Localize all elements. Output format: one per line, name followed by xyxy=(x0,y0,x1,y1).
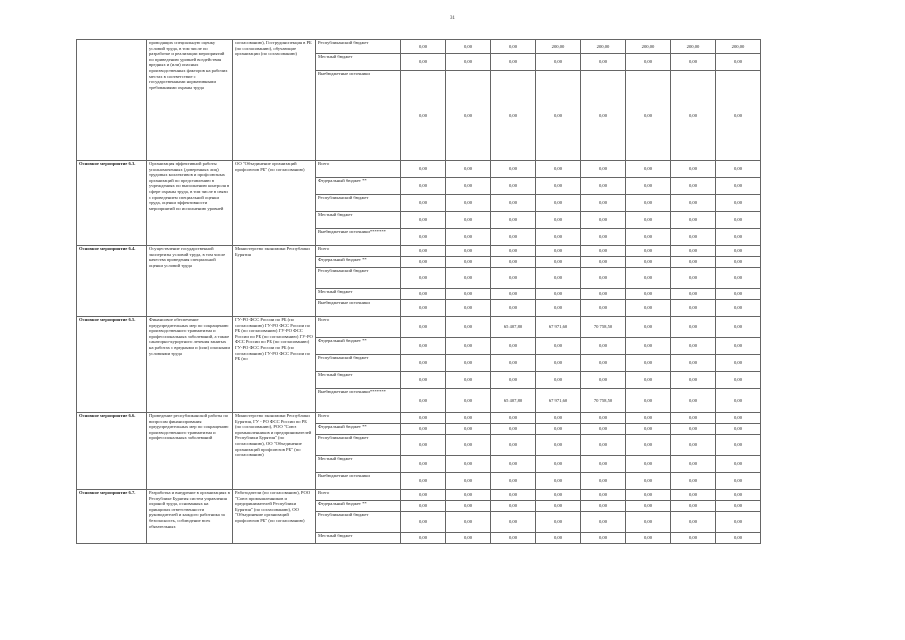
funding-value: 67 971,60 xyxy=(536,389,581,413)
funding-value: 0,00 xyxy=(716,355,761,372)
funding-value: 0,00 xyxy=(446,456,491,473)
funding-value: 0,00 xyxy=(581,456,626,473)
funding-value: 200,00 xyxy=(626,40,671,54)
funding-value: 0,00 xyxy=(446,257,491,268)
funding-value: 0,00 xyxy=(536,501,581,512)
funding-value: 0,00 xyxy=(581,501,626,512)
funding-value: 0,00 xyxy=(671,212,716,229)
activity-code: Основное мероприятие 6.6. xyxy=(77,413,147,490)
funding-value: 0,00 xyxy=(536,338,581,355)
funding-value: 70 758,50 xyxy=(581,317,626,338)
funding-value: 0,00 xyxy=(671,289,716,300)
funding-value: 0,00 xyxy=(671,161,716,178)
funding-value: 200,00 xyxy=(716,40,761,54)
funding-value: 0,00 xyxy=(626,533,671,544)
funding-source: Федеральный бюджет ** xyxy=(316,501,401,512)
funding-source: Всего xyxy=(316,246,401,257)
funding-value: 0,00 xyxy=(401,473,446,490)
funding-value: 0,00 xyxy=(491,257,536,268)
funding-value: 0,00 xyxy=(671,533,716,544)
funding-value: 0,00 xyxy=(401,435,446,456)
funding-value: 0,00 xyxy=(446,355,491,372)
funding-value: 0,00 xyxy=(581,355,626,372)
funding-value: 0,00 xyxy=(671,501,716,512)
funding-value: 0,00 xyxy=(626,338,671,355)
funding-value: 0,00 xyxy=(626,54,671,71)
activity-code: Основное мероприятие 6.3. xyxy=(77,161,147,246)
activity-description: Проведение республиканской работы по вопросам финансирования предупредительных мер по сокращению производственного травматизма и профессиональных заболеваний xyxy=(147,413,233,490)
funding-value: 0,00 xyxy=(716,268,761,289)
funding-value: 0,00 xyxy=(626,435,671,456)
activity-executor: ОО "Объединение организаций профсоюзов РБ" (по согласованию) xyxy=(233,161,316,246)
funding-value: 0,00 xyxy=(446,289,491,300)
funding-value: 0,00 xyxy=(536,71,581,161)
funding-value: 70 758,50 xyxy=(581,389,626,413)
funding-value: 0,00 xyxy=(446,372,491,389)
table-body xyxy=(77,40,761,544)
funding-value: 0,00 xyxy=(671,355,716,372)
funding-value: 0,00 xyxy=(626,71,671,161)
funding-value: 0,00 xyxy=(446,490,491,501)
funding-value: 0,00 xyxy=(491,424,536,435)
funding-value: 0,00 xyxy=(446,435,491,456)
funding-value: 0,00 xyxy=(536,413,581,424)
funding-value: 0,00 xyxy=(536,268,581,289)
activity-executor: ГУ-РО ФСС России по РБ (по согласованию) ГУ-РО ФСС России по РБ (по согласованию) ГУ-РО ФСС России по РБ (по согласованию) ГУ-РО ФСС России по РБ (по согласованию) ГУ-РО ФСС России по РБ (по согласованию) ГУ-РО ФСС России по РБ (по xyxy=(233,317,316,413)
funding-value: 0,00 xyxy=(401,389,446,413)
funding-source: Внебюджетные источники******* xyxy=(316,229,401,246)
funding-value: 0,00 xyxy=(536,54,581,71)
funding-value: 0,00 xyxy=(626,161,671,178)
funding-value: 65 407,80 xyxy=(491,317,536,338)
activity-executor: Работодатели (по согласованию), РОО "Союз промышленников и предпринимателей Республики Бурятия" (по согласованию), ОО "Объединение организаций профсоюзов РБ" (по согласованию) xyxy=(233,490,316,544)
funding-value: 0,00 xyxy=(716,195,761,212)
funding-value: 0,00 xyxy=(446,71,491,161)
funding-value: 0,00 xyxy=(446,54,491,71)
funding-value: 0,00 xyxy=(671,389,716,413)
funding-value: 0,00 xyxy=(446,195,491,212)
funding-value: 0,00 xyxy=(491,533,536,544)
funding-value: 0,00 xyxy=(536,289,581,300)
funding-value: 0,00 xyxy=(446,317,491,338)
funding-value: 0,00 xyxy=(536,372,581,389)
funding-value: 0,00 xyxy=(581,268,626,289)
funding-value: 0,00 xyxy=(401,268,446,289)
funding-source: Федеральный бюджет ** xyxy=(316,178,401,195)
funding-value: 0,00 xyxy=(401,317,446,338)
funding-value: 0,00 xyxy=(491,289,536,300)
funding-value: 65 407,80 xyxy=(491,389,536,413)
funding-value: 0,00 xyxy=(401,195,446,212)
funding-value: 0,00 xyxy=(581,71,626,161)
funding-value: 0,00 xyxy=(581,289,626,300)
funding-value: 0,00 xyxy=(446,424,491,435)
funding-value: 0,00 xyxy=(401,289,446,300)
funding-value: 0,00 xyxy=(671,268,716,289)
funding-value: 0,00 xyxy=(536,424,581,435)
funding-source: Всего xyxy=(316,317,401,338)
funding-value: 0,00 xyxy=(626,229,671,246)
funding-value: 0,00 xyxy=(401,456,446,473)
funding-value: 0,00 xyxy=(671,229,716,246)
funding-value: 0,00 xyxy=(671,246,716,257)
funding-value: 0,00 xyxy=(446,501,491,512)
funding-value: 0,00 xyxy=(626,355,671,372)
funding-value: 0,00 xyxy=(536,456,581,473)
funding-value: 0,00 xyxy=(536,229,581,246)
funding-value: 0,00 xyxy=(446,389,491,413)
funding-value: 0,00 xyxy=(581,512,626,533)
funding-value: 0,00 xyxy=(716,456,761,473)
funding-value: 0,00 xyxy=(491,300,536,317)
funding-source: Местный бюджет xyxy=(316,533,401,544)
funding-value: 0,00 xyxy=(671,317,716,338)
activity-executor: Министерство экономики Республики Бурятия, ГУ - РО ФСС России по РБ (по согласованию), РОО "Союз промышленников и предпринимателей Республики Бурятия" (по согласованию), ОО "Объединение организаций профсоюзов РБ" (по согласованию) xyxy=(233,413,316,490)
funding-value: 0,00 xyxy=(401,512,446,533)
funding-value: 0,00 xyxy=(401,413,446,424)
funding-value: 0,00 xyxy=(716,71,761,161)
activity-description: Организация эффективной работы уполномоченных (доверенных лиц) трудовых коллективов и профсоюзных организаций по представлению в учреждениях по выполнению контроля в сфере охраны труда, в том числе в связи с проведением специальной оценки труда, оценки эффективности мероприятий по исполнению уровней xyxy=(147,161,233,246)
funding-value: 0,00 xyxy=(581,300,626,317)
funding-value: 0,00 xyxy=(491,372,536,389)
funding-value: 0,00 xyxy=(536,435,581,456)
funding-value: 0,00 xyxy=(446,161,491,178)
activity-description: проводящих специальную оценку условий труда, в том числе по разработке и реализации мероприятий по приведению уровней воздействия вредных и (или) опасных производственных факторов на рабочих местах в соответствие с государственными нормативными требованиями охраны труда xyxy=(147,40,233,161)
funding-value: 0,00 xyxy=(401,161,446,178)
funding-value: 0,00 xyxy=(401,355,446,372)
funding-value: 0,00 xyxy=(401,246,446,257)
funding-value: 0,00 xyxy=(446,533,491,544)
funding-value: 0,00 xyxy=(446,473,491,490)
funding-value: 0,00 xyxy=(671,512,716,533)
funding-value: 0,00 xyxy=(446,268,491,289)
funding-value: 0,00 xyxy=(626,246,671,257)
funding-value: 0,00 xyxy=(581,54,626,71)
funding-value: 0,00 xyxy=(581,257,626,268)
funding-value: 0,00 xyxy=(491,512,536,533)
funding-value: 0,00 xyxy=(716,257,761,268)
table-row xyxy=(77,246,761,257)
funding-source: Федеральный бюджет ** xyxy=(316,424,401,435)
funding-value: 0,00 xyxy=(716,501,761,512)
activity-executor: согласованию), Гострудинспекция в РБ (по согласованию), обучающие организации (по согласованию) xyxy=(233,40,316,161)
funding-value: 0,00 xyxy=(716,473,761,490)
funding-value: 0,00 xyxy=(491,413,536,424)
funding-value: 0,00 xyxy=(716,490,761,501)
funding-value: 0,00 xyxy=(491,54,536,71)
funding-value: 200,00 xyxy=(581,40,626,54)
funding-value: 0,00 xyxy=(671,257,716,268)
funding-value: 0,00 xyxy=(626,389,671,413)
funding-value: 0,00 xyxy=(716,212,761,229)
activity-code: Основное мероприятие 6.5. xyxy=(77,317,147,413)
activity-executor: Министерство экономики Республики Бурятия xyxy=(233,246,316,317)
funding-value: 0,00 xyxy=(626,490,671,501)
funding-value: 0,00 xyxy=(671,413,716,424)
table-row xyxy=(77,490,761,501)
funding-value: 0,00 xyxy=(536,246,581,257)
funding-source: Республиканский бюджет xyxy=(316,435,401,456)
funding-value: 0,00 xyxy=(446,40,491,54)
funding-value: 0,00 xyxy=(491,229,536,246)
funding-value: 0,00 xyxy=(716,178,761,195)
funding-value: 0,00 xyxy=(401,300,446,317)
funding-value: 0,00 xyxy=(716,389,761,413)
funding-value: 0,00 xyxy=(716,435,761,456)
funding-source: Республиканский бюджет xyxy=(316,40,401,54)
funding-value: 0,00 xyxy=(536,473,581,490)
funding-source: Местный бюджет xyxy=(316,54,401,71)
funding-value: 0,00 xyxy=(626,512,671,533)
funding-value: 0,00 xyxy=(491,246,536,257)
funding-value: 0,00 xyxy=(716,289,761,300)
funding-value: 0,00 xyxy=(716,512,761,533)
funding-value: 0,00 xyxy=(581,533,626,544)
activity-code: Основное мероприятие 6.7. xyxy=(77,490,147,544)
funding-value: 0,00 xyxy=(491,40,536,54)
funding-value: 0,00 xyxy=(491,178,536,195)
funding-source: Республиканский бюджет xyxy=(316,268,401,289)
funding-value: 0,00 xyxy=(491,490,536,501)
funding-value: 0,00 xyxy=(626,456,671,473)
funding-value: 0,00 xyxy=(671,473,716,490)
funding-source: Республиканский бюджет xyxy=(316,512,401,533)
funding-value: 0,00 xyxy=(626,413,671,424)
funding-value: 0,00 xyxy=(581,435,626,456)
funding-source: Внебюджетные источники xyxy=(316,300,401,317)
funding-value: 0,00 xyxy=(671,456,716,473)
funding-value: 0,00 xyxy=(581,212,626,229)
page-number: 31 xyxy=(450,16,455,21)
funding-value: 0,00 xyxy=(491,501,536,512)
funding-value: 0,00 xyxy=(716,229,761,246)
funding-value: 0,00 xyxy=(716,54,761,71)
funding-value: 0,00 xyxy=(401,490,446,501)
funding-source: Федеральный бюджет ** xyxy=(316,338,401,355)
funding-source: Республиканский бюджет xyxy=(316,195,401,212)
activity-code: Основное мероприятие 6.4. xyxy=(77,246,147,317)
funding-value: 0,00 xyxy=(581,338,626,355)
funding-value: 0,00 xyxy=(491,195,536,212)
funding-value: 0,00 xyxy=(716,161,761,178)
table-row xyxy=(77,317,761,338)
funding-value: 0,00 xyxy=(626,268,671,289)
funding-value: 0,00 xyxy=(581,473,626,490)
funding-source: Всего xyxy=(316,413,401,424)
funding-value: 0,00 xyxy=(626,424,671,435)
funding-value: 0,00 xyxy=(401,71,446,161)
funding-value: 0,00 xyxy=(446,338,491,355)
funding-value: 0,00 xyxy=(491,161,536,178)
funding-value: 0,00 xyxy=(401,54,446,71)
funding-source: Внебюджетные источники******* xyxy=(316,389,401,413)
funding-value: 0,00 xyxy=(536,355,581,372)
funding-value: 0,00 xyxy=(716,338,761,355)
funding-value: 0,00 xyxy=(401,257,446,268)
funding-value: 0,00 xyxy=(626,300,671,317)
funding-value: 0,00 xyxy=(626,195,671,212)
funding-value: 0,00 xyxy=(671,435,716,456)
funding-source: Всего xyxy=(316,490,401,501)
table-row xyxy=(77,161,761,178)
funding-value: 0,00 xyxy=(716,424,761,435)
funding-value: 0,00 xyxy=(626,257,671,268)
funding-value: 0,00 xyxy=(401,533,446,544)
funding-source: Внебюджетные источники xyxy=(316,71,401,161)
funding-value: 0,00 xyxy=(716,413,761,424)
funding-value: 0,00 xyxy=(536,257,581,268)
funding-value: 0,00 xyxy=(491,71,536,161)
funding-value: 0,00 xyxy=(401,501,446,512)
funding-source: Республиканский бюджет xyxy=(316,355,401,372)
funding-value: 0,00 xyxy=(401,338,446,355)
funding-value: 0,00 xyxy=(401,229,446,246)
funding-value: 0,00 xyxy=(401,178,446,195)
funding-source: Внебюджетные источники xyxy=(316,473,401,490)
funding-value: 0,00 xyxy=(401,212,446,229)
funding-value: 0,00 xyxy=(446,512,491,533)
funding-value: 0,00 xyxy=(671,195,716,212)
funding-value: 0,00 xyxy=(626,317,671,338)
funding-value: 0,00 xyxy=(716,533,761,544)
funding-value: 0,00 xyxy=(581,246,626,257)
funding-value: 0,00 xyxy=(536,212,581,229)
funding-value: 0,00 xyxy=(401,424,446,435)
funding-value: 0,00 xyxy=(671,54,716,71)
activity-description: Разработка и внедрение в организациях в Республике Бурятия систем управления охраной труда, основанных на принципах ответственности руководителей и каждого работника за безопасность, соблюдение всех обязательных xyxy=(147,490,233,544)
funding-source: Местный бюджет xyxy=(316,212,401,229)
funding-source: Местный бюджет xyxy=(316,456,401,473)
funding-value: 0,00 xyxy=(671,178,716,195)
funding-value: 0,00 xyxy=(491,435,536,456)
funding-value: 0,00 xyxy=(716,372,761,389)
funding-value: 0,00 xyxy=(581,178,626,195)
funding-value: 0,00 xyxy=(626,501,671,512)
funding-value: 0,00 xyxy=(446,178,491,195)
funding-value: 0,00 xyxy=(491,473,536,490)
funding-value: 0,00 xyxy=(581,490,626,501)
funding-value: 0,00 xyxy=(671,490,716,501)
funding-value: 0,00 xyxy=(626,289,671,300)
funding-value: 0,00 xyxy=(671,300,716,317)
funding-value: 0,00 xyxy=(536,512,581,533)
funding-value: 0,00 xyxy=(581,424,626,435)
funding-value: 0,00 xyxy=(716,300,761,317)
funding-value: 0,00 xyxy=(581,195,626,212)
activity-description: Финансовое обеспечение предупредительных мер по сокращению производственного травматизма и профессиональных заболеваний, а также санаторно-курортного лечения занятых на работах с вредными и (или) опасными условиями труда xyxy=(147,317,233,413)
funding-value: 200,00 xyxy=(671,40,716,54)
funding-value: 0,00 xyxy=(491,456,536,473)
funding-value: 0,00 xyxy=(491,212,536,229)
funding-value: 0,00 xyxy=(626,372,671,389)
table-row xyxy=(77,40,761,54)
funding-value: 0,00 xyxy=(446,212,491,229)
funding-value: 0,00 xyxy=(536,195,581,212)
funding-value: 0,00 xyxy=(581,413,626,424)
funding-value: 0,00 xyxy=(581,229,626,246)
funding-value: 0,00 xyxy=(446,229,491,246)
funding-value: 0,00 xyxy=(491,355,536,372)
funding-value: 0,00 xyxy=(581,372,626,389)
funding-value: 0,00 xyxy=(626,212,671,229)
funding-value: 0,00 xyxy=(671,372,716,389)
funding-value: 200,00 xyxy=(536,40,581,54)
activity-description: Осуществление государственной экспертизы условий труда, в том числе качества проведения специальной оценки условий труда xyxy=(147,246,233,317)
funding-value: 0,00 xyxy=(446,413,491,424)
funding-value: 0,00 xyxy=(536,161,581,178)
funding-value: 0,00 xyxy=(536,533,581,544)
funding-value: 0,00 xyxy=(716,246,761,257)
funding-value: 0,00 xyxy=(491,268,536,289)
funding-value: 0,00 xyxy=(401,40,446,54)
funding-value: 0,00 xyxy=(671,424,716,435)
funding-value: 0,00 xyxy=(716,317,761,338)
funding-value: 0,00 xyxy=(536,178,581,195)
funding-value: 0,00 xyxy=(446,300,491,317)
funding-source: Местный бюджет xyxy=(316,372,401,389)
funding-value: 0,00 xyxy=(491,338,536,355)
program-funding-table xyxy=(76,39,761,544)
funding-value: 67 971,60 xyxy=(536,317,581,338)
table-row xyxy=(77,413,761,424)
funding-source: Всего xyxy=(316,161,401,178)
activity-code xyxy=(77,40,147,161)
funding-value: 0,00 xyxy=(401,372,446,389)
funding-value: 0,00 xyxy=(536,300,581,317)
funding-value: 0,00 xyxy=(626,473,671,490)
funding-value: 0,00 xyxy=(671,71,716,161)
funding-source: Федеральный бюджет ** xyxy=(316,257,401,268)
funding-value: 0,00 xyxy=(536,490,581,501)
funding-value: 0,00 xyxy=(626,178,671,195)
funding-value: 0,00 xyxy=(581,161,626,178)
funding-source: Местный бюджет xyxy=(316,289,401,300)
funding-value: 0,00 xyxy=(671,338,716,355)
funding-value: 0,00 xyxy=(446,246,491,257)
